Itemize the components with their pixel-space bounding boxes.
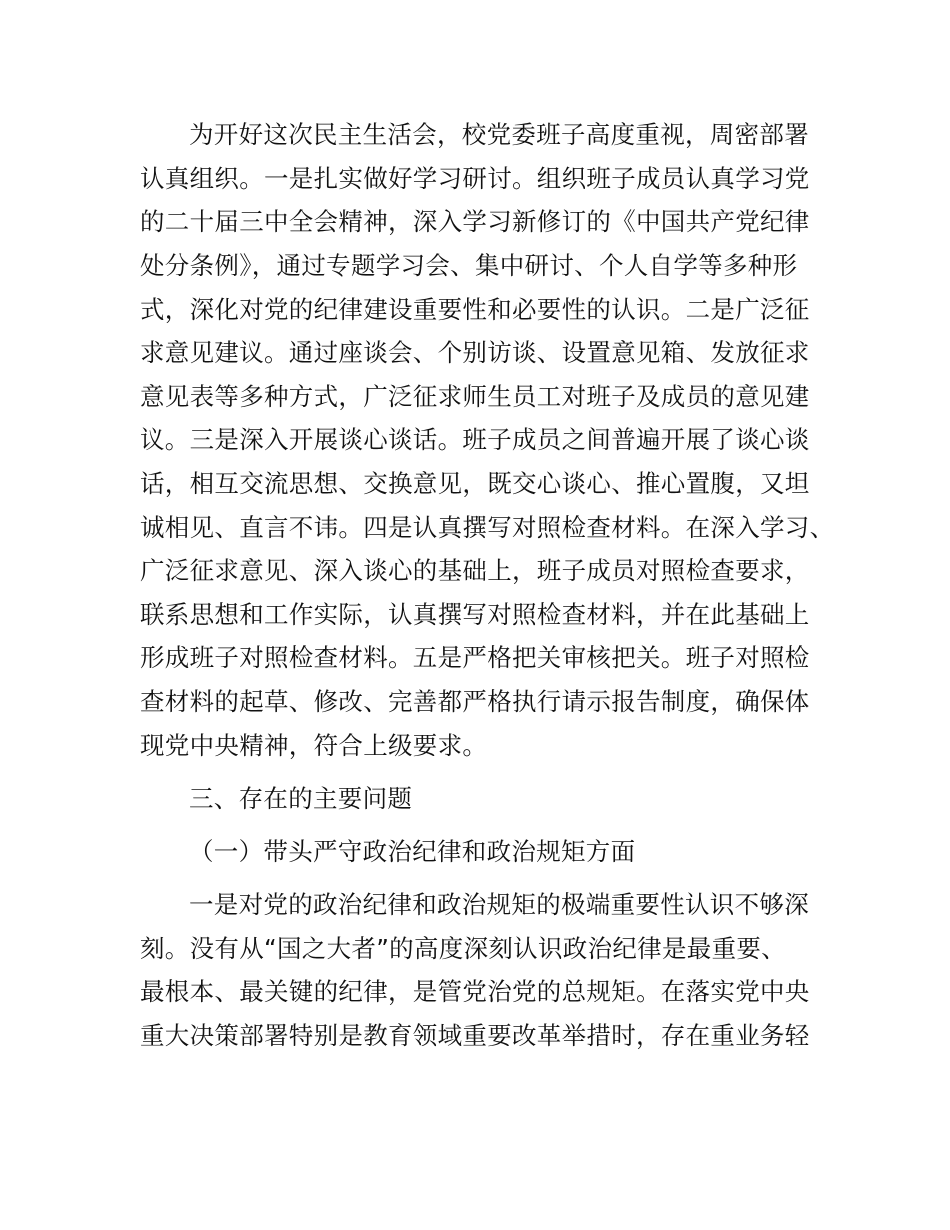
body-text-line: 现党中央精神，符合上级要求。 <box>140 731 488 760</box>
body-text-line: 意见表等多种方式，广泛征求师生员工对班子及成员的意见建 <box>140 382 810 411</box>
body-text-line: 形成班子对照检查材料。五是严格把关审核把关。班子对照检 <box>140 643 810 672</box>
subsection-heading: （一）带头严守政治纪律和政治规矩方面 <box>189 837 636 866</box>
body-text-line: 最根本、最关键的纪律，是管党治党的总规矩。在落实党中央 <box>140 977 810 1006</box>
body-text-line: 为开好这次民主生活会，校党委班子高度重视，周密部署 <box>189 120 809 149</box>
body-text-line: 诚相见、直言不讳。四是认真撰写对照检查材料。在深入学习、 <box>140 513 835 542</box>
body-text-line: 重大决策部署特别是教育领域重要改革举措时，存在重业务轻 <box>140 1021 810 1050</box>
body-text-line: 认真组织。一是扎实做好学习研讨。组织班子成员认真学习党 <box>140 164 810 193</box>
body-text-line: 联系思想和工作实际，认真撰写对照检查材料，并在此基础上 <box>140 600 810 629</box>
body-text-line: 话，相互交流思想、交换意见，既交心谈心、推心置腹，又坦 <box>140 469 810 498</box>
section-heading: 三、存在的主要问题 <box>189 784 413 813</box>
body-text-line: 求意见建议。通过座谈会、个别访谈、设置意见箱、发放征求 <box>140 338 810 367</box>
body-text-line: 查材料的起草、修改、完善都严格执行请示报告制度，确保体 <box>140 687 810 716</box>
body-text-line: 刻。没有从“国之大者”的高度深刻认识政治纪律是最重要、 <box>140 934 786 963</box>
body-text-line: 一是对党的政治纪律和政治规矩的极端重要性认识不够深 <box>189 890 809 919</box>
body-text-line: 广泛征求意见、深入谈心的基础上，班子成员对照检查要求， <box>140 556 810 585</box>
body-text-line: 处分条例》，通过专题学习会、集中研讨、个人自学等多种形 <box>140 251 798 280</box>
body-text-line: 的二十届三中全会精神，深入学习新修订的《中国共产党纪律 <box>140 207 810 236</box>
body-text-line: 式，深化对党的纪律建设重要性和必要性的认识。二是广泛征 <box>140 295 810 324</box>
body-text-line: 议。三是深入开展谈心谈话。班子成员之间普遍开展了谈心谈 <box>140 425 810 454</box>
